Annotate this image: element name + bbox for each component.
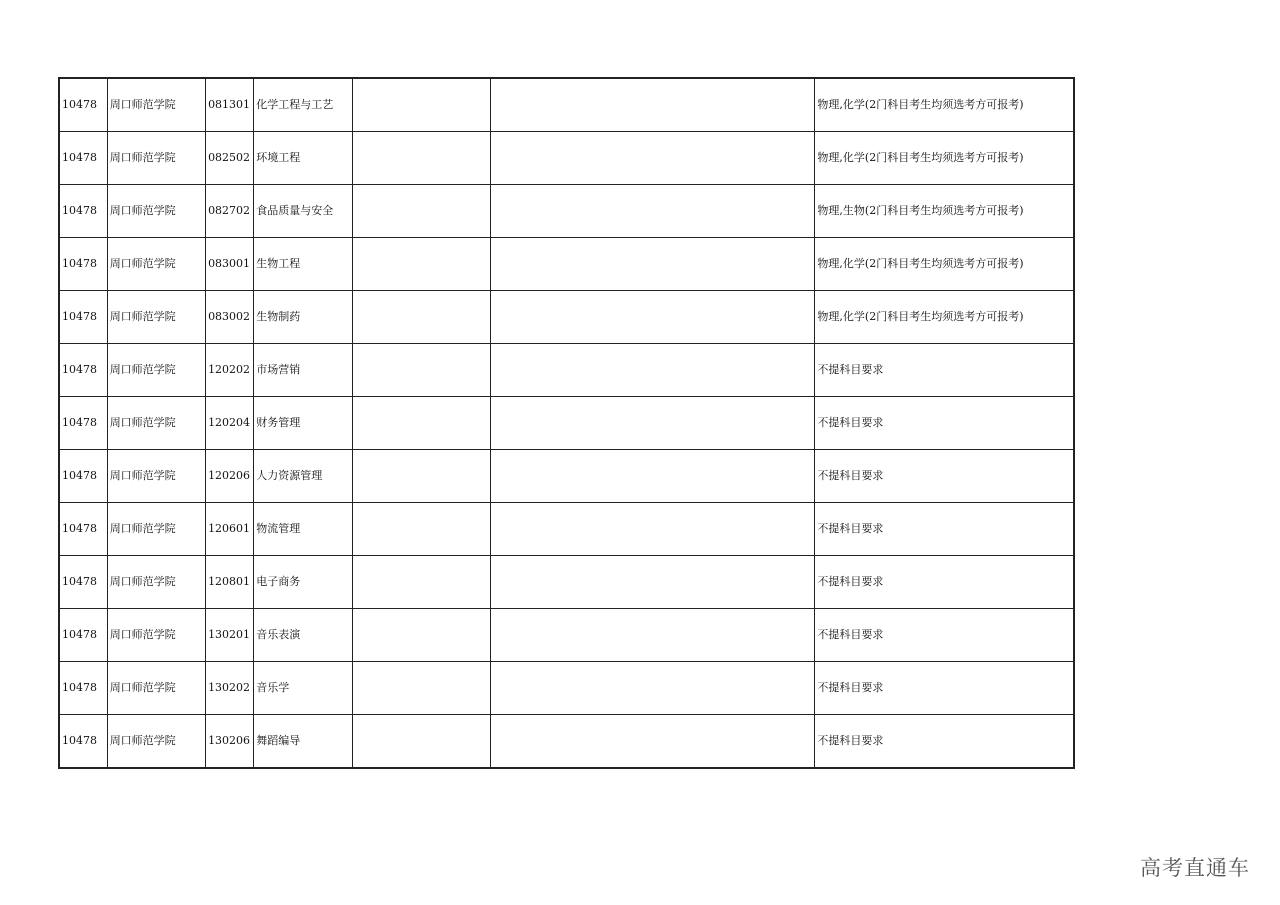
major-code-cell: 081301 bbox=[206, 78, 254, 132]
school-name-cell: 周口师范学院 bbox=[107, 397, 205, 450]
blank-cell bbox=[352, 78, 491, 132]
school-code-cell: 10478 bbox=[59, 132, 107, 185]
subject-requirement-cell: 不提科目要求 bbox=[815, 715, 1074, 769]
subject-requirement-cell: 物理,化学(2门科目考生均须选考方可报考) bbox=[815, 132, 1074, 185]
school-name-cell: 周口师范学院 bbox=[107, 450, 205, 503]
major-code-cell: 120204 bbox=[206, 397, 254, 450]
major-code-cell: 083002 bbox=[206, 291, 254, 344]
blank-cell bbox=[352, 185, 491, 238]
school-name-cell: 周口师范学院 bbox=[107, 344, 205, 397]
table-row bbox=[59, 291, 1074, 344]
major-name-cell: 化学工程与工艺 bbox=[254, 78, 352, 132]
major-name-cell: 舞蹈编导 bbox=[254, 715, 352, 769]
blank-cell bbox=[491, 503, 815, 556]
table-row bbox=[59, 662, 1074, 715]
blank-cell bbox=[352, 132, 491, 185]
school-code-cell: 10478 bbox=[59, 609, 107, 662]
major-name-cell: 食品质量与安全 bbox=[254, 185, 352, 238]
major-name-cell: 生物制药 bbox=[254, 291, 352, 344]
major-code-cell: 130202 bbox=[206, 662, 254, 715]
blank-cell bbox=[352, 662, 491, 715]
blank-cell bbox=[491, 662, 815, 715]
subject-requirement-cell: 不提科目要求 bbox=[815, 556, 1074, 609]
subject-requirements-table bbox=[58, 77, 1075, 769]
major-name-cell: 物流管理 bbox=[254, 503, 352, 556]
school-code-cell: 10478 bbox=[59, 450, 107, 503]
major-name-cell: 音乐表演 bbox=[254, 609, 352, 662]
major-code-cell: 120801 bbox=[206, 556, 254, 609]
subject-requirement-cell: 不提科目要求 bbox=[815, 609, 1074, 662]
school-code-cell: 10478 bbox=[59, 238, 107, 291]
school-code-cell: 10478 bbox=[59, 185, 107, 238]
table-row bbox=[59, 715, 1074, 769]
table-row bbox=[59, 397, 1074, 450]
blank-cell bbox=[491, 715, 815, 769]
subject-requirement-cell: 物理,化学(2门科目考生均须选考方可报考) bbox=[815, 78, 1074, 132]
subject-requirement-cell: 物理,化学(2门科目考生均须选考方可报考) bbox=[815, 238, 1074, 291]
blank-cell bbox=[352, 556, 491, 609]
school-code-cell: 10478 bbox=[59, 662, 107, 715]
table-row bbox=[59, 78, 1074, 132]
table-row bbox=[59, 132, 1074, 185]
school-name-cell: 周口师范学院 bbox=[107, 715, 205, 769]
blank-cell bbox=[491, 450, 815, 503]
subject-requirement-cell: 物理,化学(2门科目考生均须选考方可报考) bbox=[815, 291, 1074, 344]
blank-cell bbox=[491, 78, 815, 132]
table-row bbox=[59, 344, 1074, 397]
blank-cell bbox=[491, 609, 815, 662]
table-row bbox=[59, 609, 1074, 662]
subject-requirements-sheet bbox=[58, 77, 1075, 769]
school-code-cell: 10478 bbox=[59, 503, 107, 556]
blank-cell bbox=[352, 291, 491, 344]
blank-cell bbox=[491, 185, 815, 238]
blank-cell bbox=[491, 397, 815, 450]
major-name-cell: 生物工程 bbox=[254, 238, 352, 291]
subject-requirement-cell: 物理,生物(2门科目考生均须选考方可报考) bbox=[815, 185, 1074, 238]
school-code-cell: 10478 bbox=[59, 556, 107, 609]
table-row bbox=[59, 185, 1074, 238]
major-name-cell: 市场营销 bbox=[254, 344, 352, 397]
blank-cell bbox=[491, 132, 815, 185]
school-code-cell: 10478 bbox=[59, 291, 107, 344]
subject-requirement-cell: 不提科目要求 bbox=[815, 450, 1074, 503]
table-row bbox=[59, 450, 1074, 503]
school-name-cell: 周口师范学院 bbox=[107, 238, 205, 291]
school-name-cell: 周口师范学院 bbox=[107, 662, 205, 715]
blank-cell bbox=[352, 715, 491, 769]
school-name-cell: 周口师范学院 bbox=[107, 185, 205, 238]
blank-cell bbox=[352, 450, 491, 503]
subject-requirement-cell: 不提科目要求 bbox=[815, 503, 1074, 556]
major-name-cell: 财务管理 bbox=[254, 397, 352, 450]
subject-requirement-cell: 不提科目要求 bbox=[815, 344, 1074, 397]
watermark-text: 高考直通车 bbox=[1140, 856, 1250, 880]
major-code-cell: 130201 bbox=[206, 609, 254, 662]
table-body bbox=[59, 78, 1074, 768]
major-code-cell: 120202 bbox=[206, 344, 254, 397]
blank-cell bbox=[491, 291, 815, 344]
school-code-cell: 10478 bbox=[59, 715, 107, 769]
major-code-cell: 082702 bbox=[206, 185, 254, 238]
major-code-cell: 083001 bbox=[206, 238, 254, 291]
table-row bbox=[59, 503, 1074, 556]
blank-cell bbox=[352, 609, 491, 662]
blank-cell bbox=[491, 238, 815, 291]
major-code-cell: 082502 bbox=[206, 132, 254, 185]
school-name-cell: 周口师范学院 bbox=[107, 503, 205, 556]
major-name-cell: 环境工程 bbox=[254, 132, 352, 185]
blank-cell bbox=[352, 503, 491, 556]
school-name-cell: 周口师范学院 bbox=[107, 78, 205, 132]
school-code-cell: 10478 bbox=[59, 344, 107, 397]
blank-cell bbox=[352, 397, 491, 450]
subject-requirement-cell: 不提科目要求 bbox=[815, 397, 1074, 450]
major-name-cell: 音乐学 bbox=[254, 662, 352, 715]
school-name-cell: 周口师范学院 bbox=[107, 132, 205, 185]
major-code-cell: 120601 bbox=[206, 503, 254, 556]
school-name-cell: 周口师范学院 bbox=[107, 556, 205, 609]
blank-cell bbox=[491, 556, 815, 609]
subject-requirement-cell: 不提科目要求 bbox=[815, 662, 1074, 715]
major-code-cell: 130206 bbox=[206, 715, 254, 769]
school-name-cell: 周口师范学院 bbox=[107, 291, 205, 344]
school-name-cell: 周口师范学院 bbox=[107, 609, 205, 662]
blank-cell bbox=[491, 344, 815, 397]
school-code-cell: 10478 bbox=[59, 78, 107, 132]
major-name-cell: 电子商务 bbox=[254, 556, 352, 609]
school-code-cell: 10478 bbox=[59, 397, 107, 450]
major-name-cell: 人力资源管理 bbox=[254, 450, 352, 503]
blank-cell bbox=[352, 238, 491, 291]
blank-cell bbox=[352, 344, 491, 397]
table-row bbox=[59, 238, 1074, 291]
table-row bbox=[59, 556, 1074, 609]
major-code-cell: 120206 bbox=[206, 450, 254, 503]
